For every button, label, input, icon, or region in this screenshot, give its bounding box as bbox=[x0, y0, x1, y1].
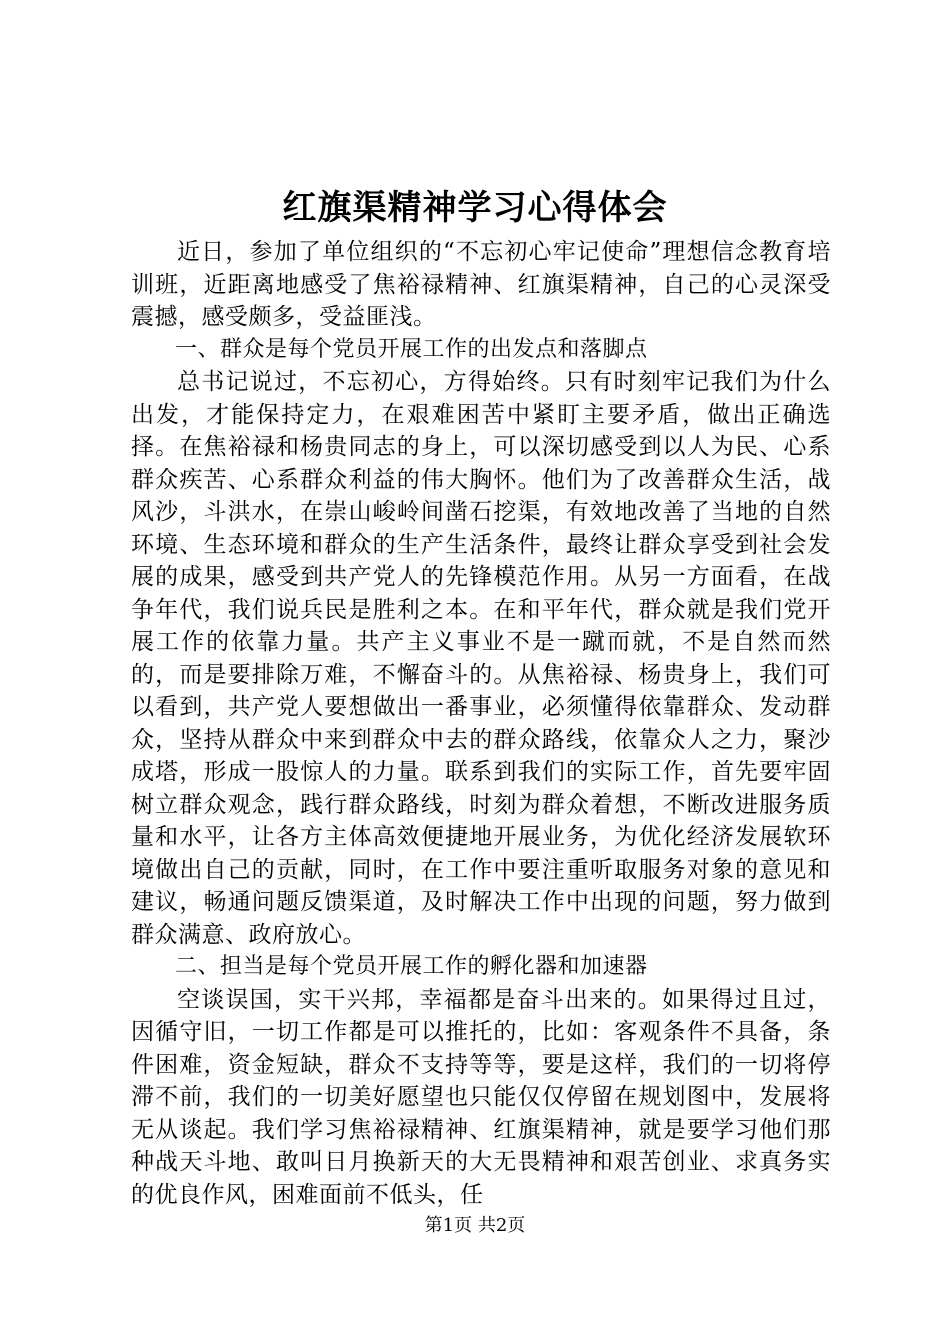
document-title: 红旗渠精神学习心得体会 bbox=[282, 188, 668, 228]
section-heading-1: 一、群众是每个党员开展工作的出发点和落脚点 bbox=[175, 336, 648, 362]
document-body bbox=[131, 236, 831, 1211]
paragraph-section-1: 总书记说过，不忘初心，方得始终。只有时刻牢记我们为什么出发，才能保持定力，在艰难困苦中紧盯主要矛盾，做出正确选择。在焦裕禄和杨贵同志的身上，可以深切感受到以人为民、心系群众疾苦、心系群众利益的伟大胸怀。他们为了改善群众生活，战风沙，斗洪水，在崇山峻岭间凿石挖渠，有效地改善了当地的自然环境、生态环境和群众的生产生活条件，最终让群众享受到社会发展的成果，感受到共产党人的先锋模范作用。从另一方面看，在战争年代，我们说兵民是胜利之本。在和平年代，群众就是我们党开展工作的依靠力量。共产主义事业不是一蹴而就，不是自然而然的，而是要排除万难，不懈奋斗的。从焦裕禄、杨贵身上，我们可以看到，共产党人要想做出一番事业，必须懂得依靠群众、发动群众，坚持从群众中来到群众中去的群众路线，依靠众人之力，聚沙成塔，形成一股惊人的力量。联系到我们的实际工作，首先要牢固树立群众观念，践行群众路线，时刻为群众着想，不断改进服务质量和水平，让各方主体高效便捷地开展业务，为优化经济发展软环境做出自己的贡献，同时，在工作中要注重听取服务对象的意见和建议，畅通问题反馈渠道，及时解决工作中出现的问题，努力做到群众满意、政府放心。 bbox=[131, 369, 831, 948]
paragraph-section-2: 空谈误国，实干兴邦，幸福都是奋斗出来的。如果得过且过，因循守旧，一切工作都是可以推托的，比如：客观条件不具备，条件困难，资金短缺，群众不支持等等，要是这样，我们的一切将停滞不前，我们的一切美好愿望也只能仅仅停留在规划图中，发展将无从谈起。我们学习焦裕禄精神、红旗渠精神，就是要学习他们那种战天斗地、敢叫日月换新天的大无畏精神和艰苦创业、求真务实的优良作风，困难面前不低头，任 bbox=[131, 986, 831, 1208]
section-heading-2: 二、担当是每个党员开展工作的孵化器和加速器 bbox=[175, 954, 648, 979]
page-footer: 第1页 共2页 bbox=[424, 1215, 526, 1236]
paragraph-intro: 近日，参加了单位组织的“不忘初心牢记使命”理想信念教育培训班，近距离地感受了焦裕禄精神、红旗渠精神，自己的心灵深受震撼，感受颇多，受益匪浅。 bbox=[131, 239, 831, 330]
